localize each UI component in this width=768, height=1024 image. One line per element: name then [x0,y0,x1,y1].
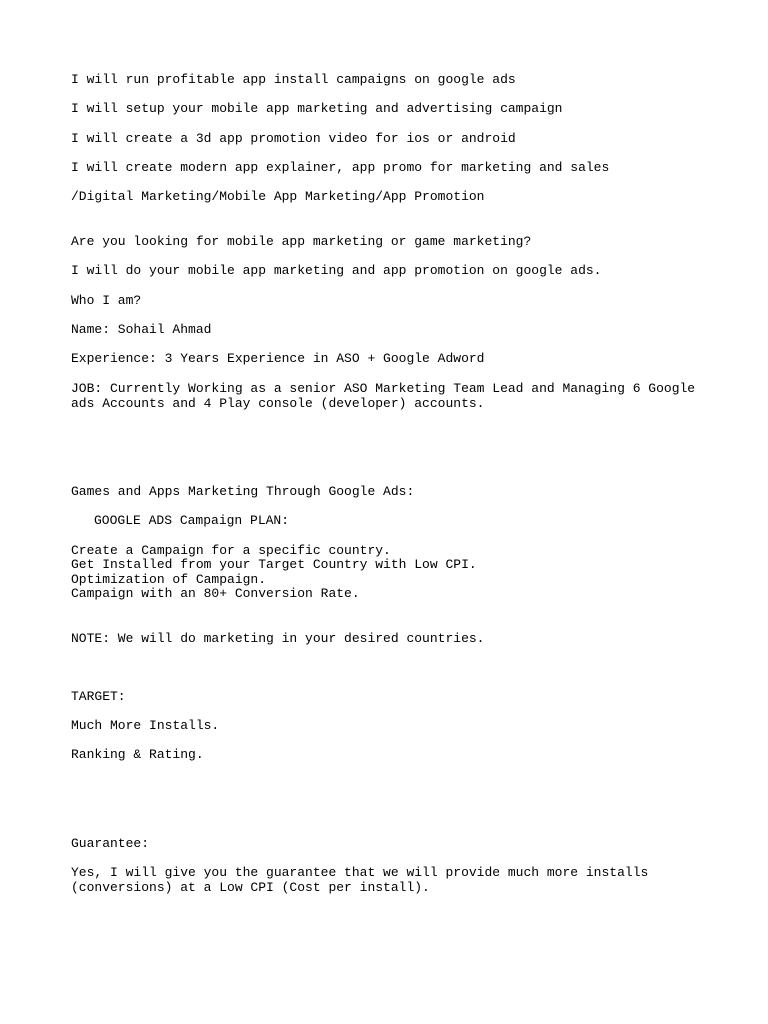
target-heading: TARGET: [71,689,126,704]
guarantee-line-2: (conversions) at a Low CPI (Cost per install). [71,880,430,895]
plan-item: Get Installed from your Target Country with Low CPI. [71,557,477,572]
intro-offer: I will do your mobile app marketing and app promotion on google ads. [71,263,602,278]
plan-item: Campaign with an 80+ Conversion Rate. [71,586,360,601]
plan-item: Optimization of Campaign. [71,572,267,587]
guarantee-heading: Guarantee: [71,836,150,851]
experience-line: Experience: 3 Years Experience in ASO + Google Adword [71,351,485,366]
job-line-2: ads Accounts and 4 Play console (developer) accounts. [71,396,485,411]
plan-item: Create a Campaign for a specific country. [71,543,391,558]
name-line: Name: Sohail Ahmad [71,322,212,337]
plan-subheading: GOOGLE ADS Campaign PLAN: [94,513,290,528]
intro-question: Are you looking for mobile app marketing or game marketing? [71,234,532,249]
note-line: NOTE: We will do marketing in your desired countries. [71,631,485,646]
gig-title-4: I will create modern app explainer, app promo for marketing and sales [71,160,610,175]
target-item: Ranking & Rating. [71,747,204,762]
gig-title-2: I will setup your mobile app marketing and advertising campaign [71,101,563,116]
gig-title-3: I will create a 3d app promotion video for ios or android [71,131,516,146]
breadcrumb: /Digital Marketing/Mobile App Marketing/App Promotion [71,189,485,204]
who-heading: Who I am? [71,293,142,308]
target-item: Much More Installs. [71,718,220,733]
plan-heading: Games and Apps Marketing Through Google Ads: [71,484,415,499]
gig-title-1: I will run profitable app install campaigns on google ads [71,72,516,87]
job-line-1: JOB: Currently Working as a senior ASO Marketing Team Lead and Managing 6 Google [71,381,696,396]
guarantee-line-1: Yes, I will give you the guarantee that we will provide much more installs [71,865,649,880]
